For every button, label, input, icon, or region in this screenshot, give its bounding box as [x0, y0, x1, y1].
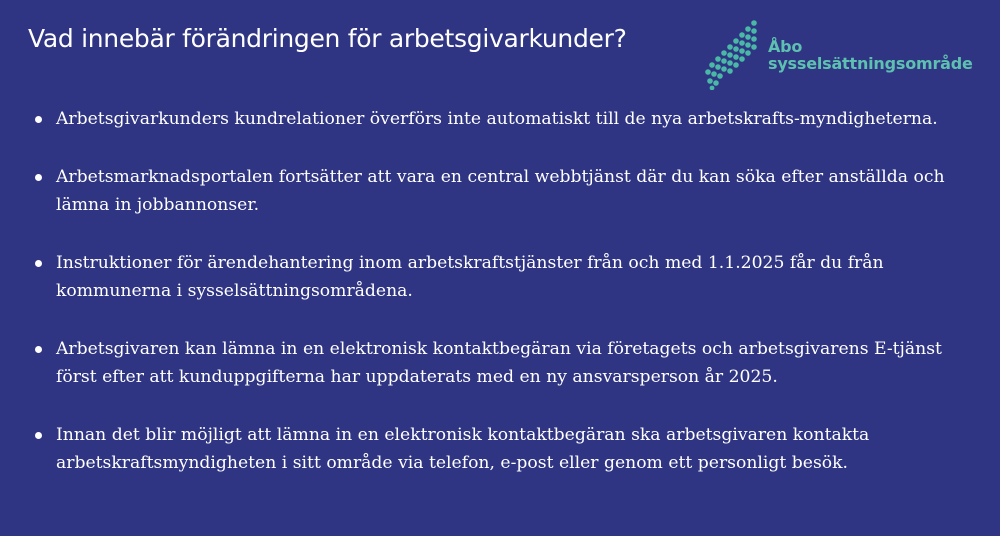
bullet-dot-icon	[35, 116, 42, 123]
bullet-text: Innan det blir möjligt att lämna in en elektronisk kontaktbegäran ska arbetsgivaren kontakta arbetskraftsmyndigheten i sitt område via telefon, e-post eller genom ett personligt besök.	[56, 425, 870, 473]
logo-text	[768, 38, 973, 72]
bullet-text: Arbetsgivaren kan lämna in en elektronisk kontaktbegäran via företagets och arbetsgivarens E-tjänst först efter att kunduppgifterna har uppdaterats med en ny ansvarsperson år 2025.	[56, 339, 942, 387]
logo	[704, 20, 973, 90]
bullet-text: Arbetsgivarkunders kundrelationer överförs inte automatiskt till de nya arbetskrafts-myndigheterna.	[56, 109, 938, 129]
bullet-dot-icon	[35, 260, 42, 267]
bullet-item	[30, 421, 970, 477]
bullet-dot-icon	[35, 346, 42, 353]
bullet-item	[30, 163, 970, 219]
bullet-item	[30, 249, 970, 305]
bullet-dot-icon	[35, 432, 42, 439]
logo-line-1: Åbo	[768, 37, 803, 56]
bullet-text: Arbetsmarknadsportalen fortsätter att vara en central webbtjänst där du kan söka efter anställda och lämna in jobbannonser.	[56, 167, 945, 215]
logo-line-2: sysselsättningsområde	[768, 54, 973, 73]
bullet-item	[30, 335, 970, 391]
bullet-dot-icon	[35, 174, 42, 181]
bullet-list	[30, 105, 970, 507]
bullet-text: Instruktioner för ärendehantering inom arbetskraftstjänster från och med 1.1.2025 får du från kommunerna i sysselsättningsområdena.	[56, 253, 884, 301]
logo-dots-icon	[704, 20, 758, 90]
page-title: Vad innebär förändringen för arbetsgivarkunder?	[28, 24, 627, 53]
bullet-item	[30, 105, 970, 133]
